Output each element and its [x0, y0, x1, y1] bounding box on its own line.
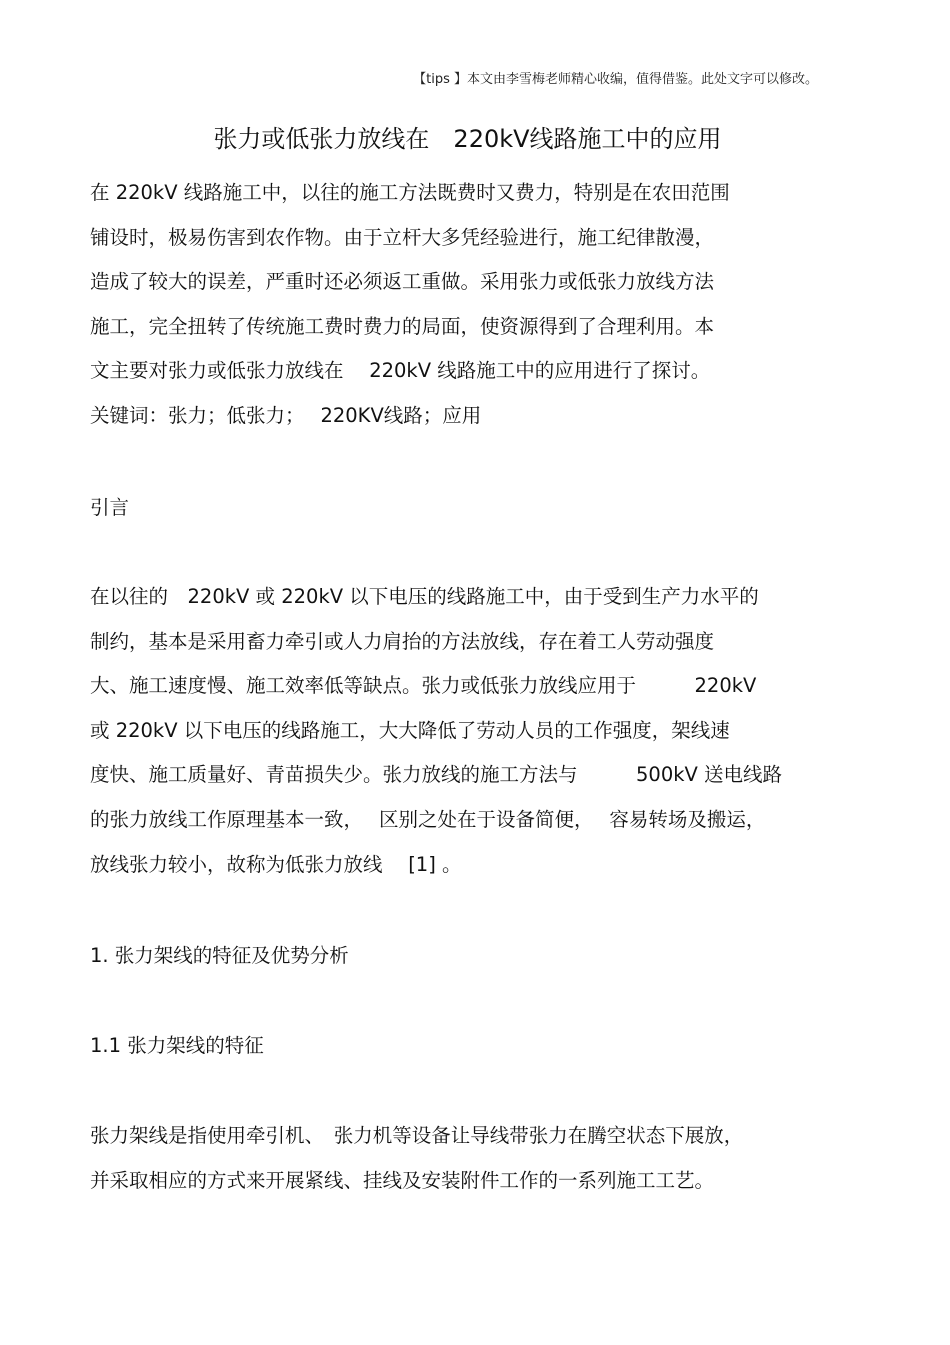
intro-line: 制约，基本是采用畜力牵引或人力肩抬的方法放线，存在着工人劳动强度	[90, 629, 715, 653]
keywords-line: 关键词：张力；低张力； 220KV线路；应用	[90, 403, 482, 427]
section-1-heading: 1. 张力架线的特征及优势分析	[90, 944, 349, 967]
page-title: 张力或低张力放线在 220kV线路施工中的应用	[213, 125, 722, 153]
section-1-1-paragraph	[90, 1114, 870, 1203]
abstract-line: 造成了较大的误差，严重时还必须返工重做。采用张力或低张力放线方法	[90, 270, 715, 294]
intro-line: 度快、施工质量好、青苗损失少。张力放线的施工方法与 500kV 送电线路	[90, 763, 783, 787]
intro-line: 的张力放线工作原理基本一致， 区别之处在于设备简便， 容易转场及搬运，	[90, 807, 766, 831]
section-1-1-heading: 1.1 张力架线的特征	[90, 1034, 264, 1057]
intro-heading: 引言	[90, 496, 130, 519]
intro-line: 大、施工速度慢、施工效率低等缺点。张力或低张力放线应用于 220kV	[90, 674, 757, 698]
tips-note: 【tips 】本文由李雪梅老师精心收编，值得借鉴。此处文字可以修改。	[413, 72, 818, 87]
abstract-paragraph	[90, 171, 870, 439]
abstract-line: 文主要对张力或低张力放线在 220kV 线路施工中的应用进行了探讨。	[90, 359, 711, 383]
abstract-line: 施工，完全扭转了传统施工费时费力的局面，使资源得到了合理利用。本	[90, 314, 715, 338]
abstract-line: 铺设时，极易伤害到农作物。由于立杆大多凭经验进行，施工纪律散漫，	[90, 225, 715, 249]
abstract-line: 在 220kV 线路施工中，以往的施工方法既费时又费力，特别是在农田范围	[90, 181, 730, 204]
section-line: 张力架线是指使用牵引机、 张力机等设备让导线带张力在腾空状态下展放，	[90, 1124, 744, 1147]
intro-line: 在以往的 220kV 或 220kV 以下电压的线路施工中，由于受到生产力水平的	[90, 585, 759, 608]
intro-line: 放线张力较小，故称为低张力放线 [1] 。	[90, 852, 462, 876]
intro-paragraph	[90, 575, 870, 887]
section-line: 并采取相应的方式来开展紧线、挂线及安装附件工作的一系列施工工艺。	[90, 1168, 715, 1192]
intro-line: 或 220kV 以下电压的线路施工，大大降低了劳动人员的工作强度，架线速	[90, 718, 730, 742]
